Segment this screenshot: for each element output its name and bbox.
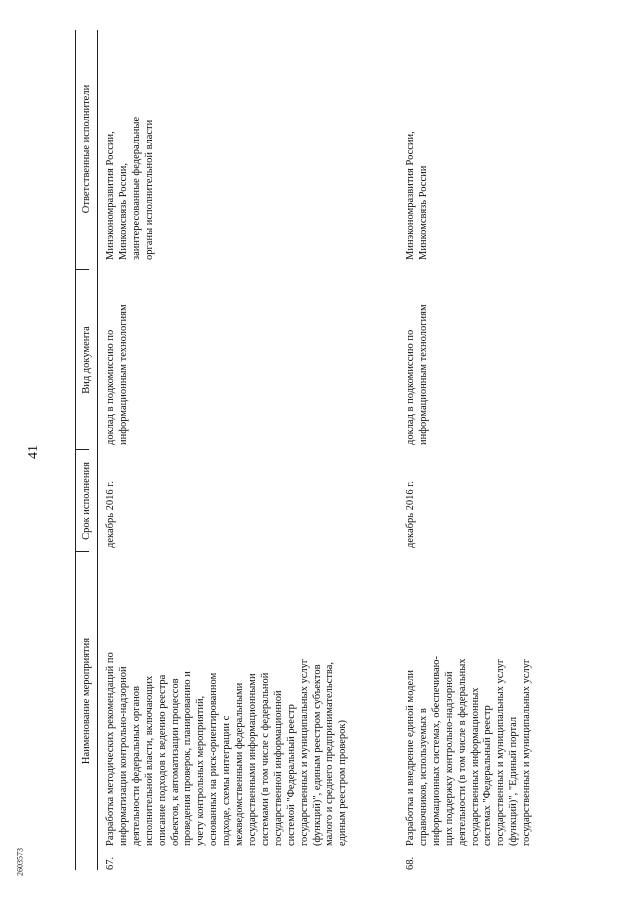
- measure-name: Разработка методических рекомендаций по информатизации контрольно-надзорной деятельности федеральных органов исполнительной власти, включающих описание подходов к ведению реестра объектов, к автоматизации процессов проведения проверок, планированию и учету контрольных мероприятий, основанных на риск-ориентированном подходе, схемы интеграции с межведомственными федеральными государственными информационными системами (в том числе с федеральной государственной информационной системой "Федеральный реестр государственных и муниципальных услуг (функций)", единым реестром субъектов малого и среднего предпринимательства, единым реестром проверок): [105, 652, 349, 846]
- measures-table: [75, 30, 570, 870]
- page-number: 41: [26, 445, 41, 459]
- row-number: 68.: [405, 856, 416, 870]
- header-doc-type: Вид документа: [80, 326, 92, 394]
- header-divider: [75, 449, 89, 450]
- responsible: Минэкономразвития России, Минкомсвязь России: [405, 131, 429, 260]
- deadline: декабрь 2016 г.: [105, 481, 116, 548]
- header-divider: [75, 551, 89, 552]
- header-responsible: Ответственные исполнители: [80, 84, 92, 214]
- measure-name: Разработка и внедрение единой модели справочников, используемых в информационных системах, обеспечиваю- щих поддержку контрольно-надзорной деятельности (в том числе в федеральных государственных информационных системах "Федеральный реестр государственных и муниципальных услуг (функций)", "Единый портал государственных и муниципальных услуг: [405, 656, 533, 846]
- responsible: Минэкономразвития России, Минкомсвязь России, заинтересованные федеральные органы исполнительной власти: [105, 116, 155, 260]
- row-number: 67.: [105, 856, 116, 870]
- header-name: Наименование мероприятия: [80, 637, 92, 765]
- deadline: декабрь 2016 г.: [405, 481, 416, 548]
- document-id: 2603573: [15, 848, 25, 876]
- document-type: доклад в подкомиссию по информационным технологиям: [105, 304, 129, 445]
- header-deadline: Срок исполнения: [80, 462, 92, 540]
- document-type: доклад в подкомиссию по информационным технологиям: [405, 304, 429, 445]
- header-bottom-rule: [97, 30, 98, 870]
- header-divider: [75, 269, 89, 270]
